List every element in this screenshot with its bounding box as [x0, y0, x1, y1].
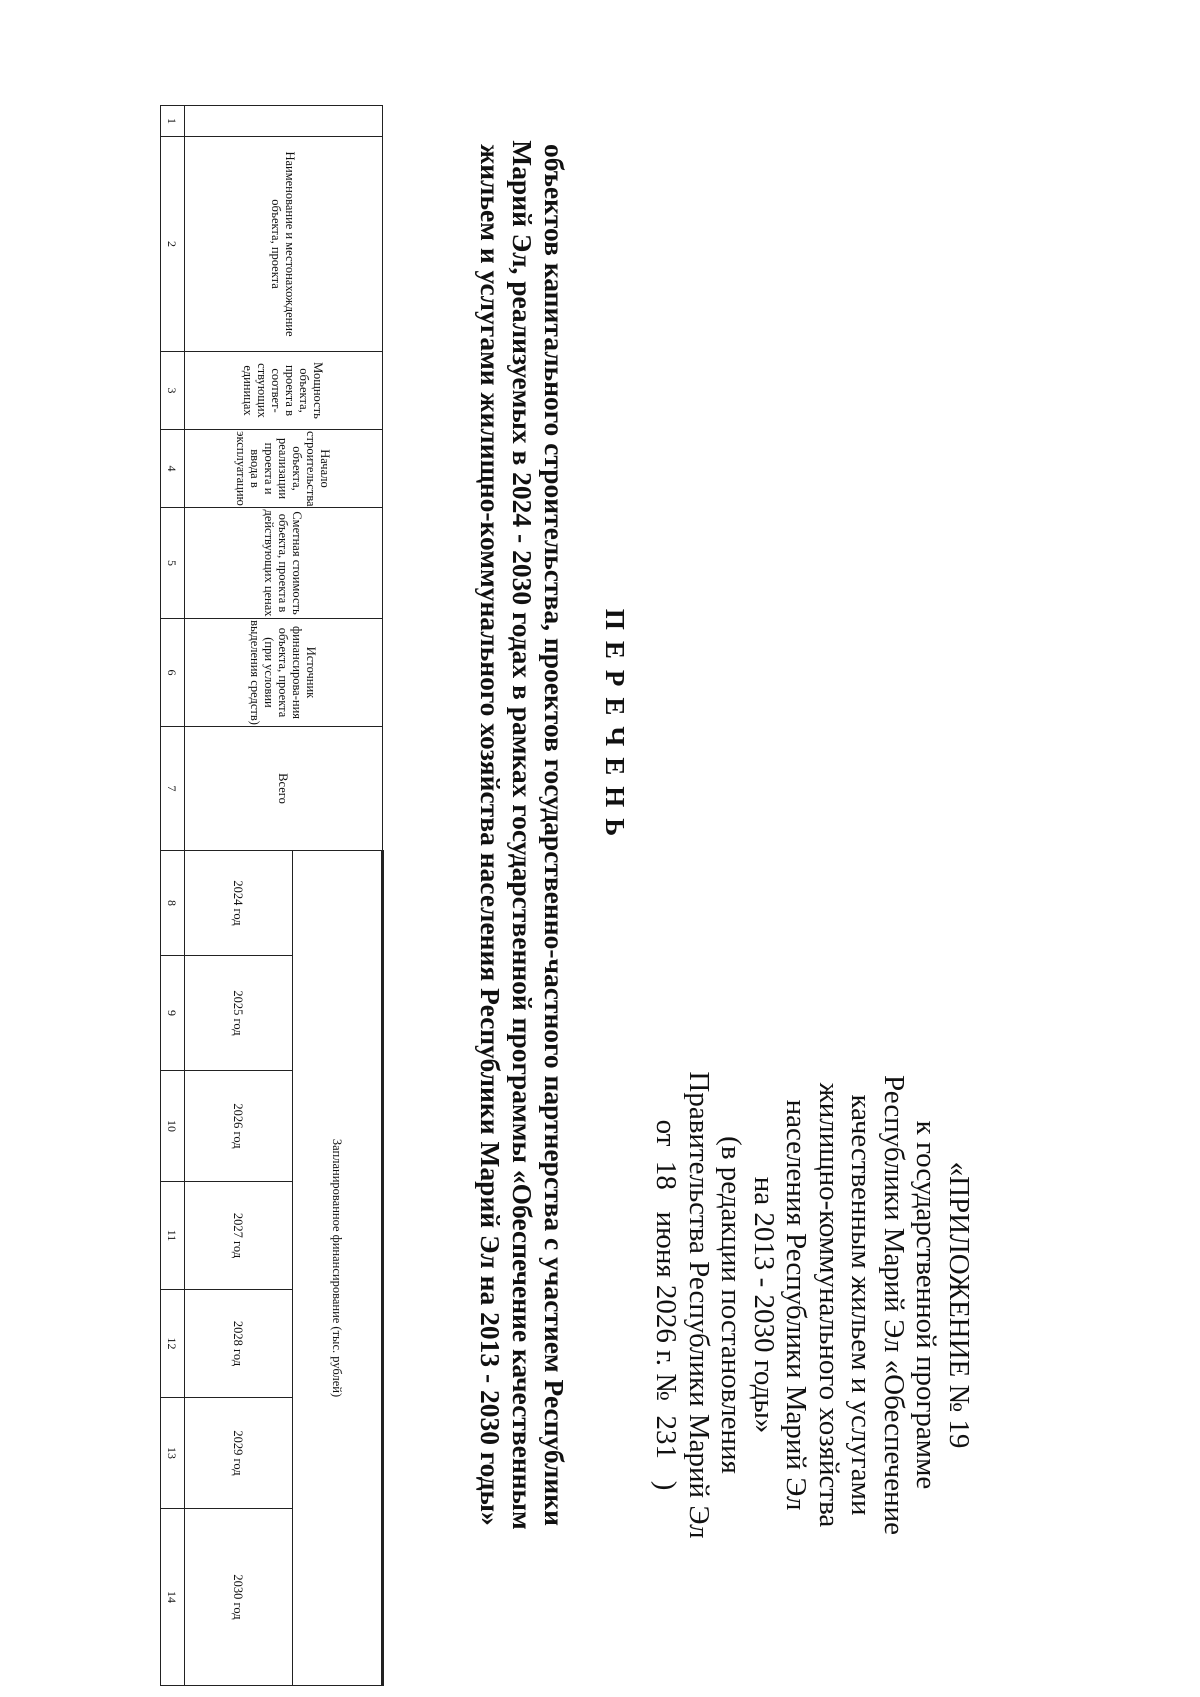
column-number: 2 — [161, 137, 185, 352]
year-header: 2028 год — [185, 1290, 293, 1398]
appendix-line: жилищно-коммунального хозяйства — [813, 1082, 845, 1528]
appendix-line: на 2013 - 2030 годы» — [748, 1176, 780, 1434]
table-header-cell: Начало строительства объекта, реализации проекта и ввода в эксплуатацию — [185, 430, 383, 508]
subtitle-line: жильем и услугами жилищно-коммунального хозяйства населения Республики Марий Эл на 2013 - 2030 годы» — [475, 144, 506, 1526]
subtitle-line: объектов капитального строительства, проектов государственно-частного партнерства с участием Республики — [539, 144, 570, 1526]
column-number: 9 — [161, 956, 185, 1071]
table-header-cell: Всего — [185, 727, 383, 851]
table-header-cell — [185, 106, 383, 137]
appendix-line: качественным жильем и услугами — [845, 1094, 878, 1516]
appendix-line: Республики Марий Эл «Обеспечение — [878, 1075, 910, 1535]
document-title: ПЕРЕЧЕНЬ — [600, 608, 630, 848]
column-number: 8 — [161, 851, 185, 956]
table-header-cell: Мощность объекта, проекта в соответ-ствующих единицах — [185, 352, 383, 430]
column-number: 6 — [161, 619, 185, 727]
column-number: 5 — [161, 508, 185, 619]
appendix-line: от 18 июня 2026 г. № 231 ) — [650, 1119, 683, 1491]
column-number: 12 — [161, 1290, 185, 1398]
column-number: 14 — [161, 1509, 185, 1686]
year-header: 2026 год — [185, 1071, 293, 1182]
objects-table — [160, 105, 384, 1686]
appendix-line: населения Республики Марий Эл — [780, 1099, 813, 1511]
appendix-header — [650, 1035, 975, 1575]
table-header-cell: Сметная стоимость объекта, проекта в действующих ценах — [185, 508, 383, 619]
appendix-line: к государственной программе — [910, 1120, 943, 1490]
column-number: 13 — [161, 1398, 185, 1509]
column-number: 4 — [161, 430, 185, 508]
year-header: 2030 год — [185, 1509, 293, 1686]
column-number: 1 — [161, 106, 185, 137]
column-number: 11 — [161, 1182, 185, 1290]
year-header: 2029 год — [185, 1398, 293, 1509]
appendix-line: Правительства Республики Марий Эл — [683, 1071, 715, 1539]
year-header: 2027 год — [185, 1182, 293, 1290]
year-header: 2024 год — [185, 851, 293, 956]
table-header-cell: Наименование и местонахождение объекта, проекта — [185, 137, 383, 352]
column-number: 10 — [161, 1071, 185, 1182]
financing-header: Запланированное финансирование (тыс. рублей) — [293, 851, 383, 1686]
column-number: 3 — [161, 352, 185, 430]
subtitle-line: Марий Эл, реализуемых в 2024 - 2030 годах в рамках государственной программы «Обеспечение качественным — [507, 140, 538, 1530]
column-number: 7 — [161, 727, 185, 851]
year-header: 2025 год — [185, 956, 293, 1071]
appendix-line: (в редакции постановления — [715, 1136, 748, 1474]
document-subtitle — [474, 110, 570, 1560]
table-header-cell: Источник финансирова-ния объекта, проекта (при условии выделения средств) — [185, 619, 383, 727]
appendix-line: «ПРИЛОЖЕНИЕ № 19 — [943, 1161, 975, 1449]
